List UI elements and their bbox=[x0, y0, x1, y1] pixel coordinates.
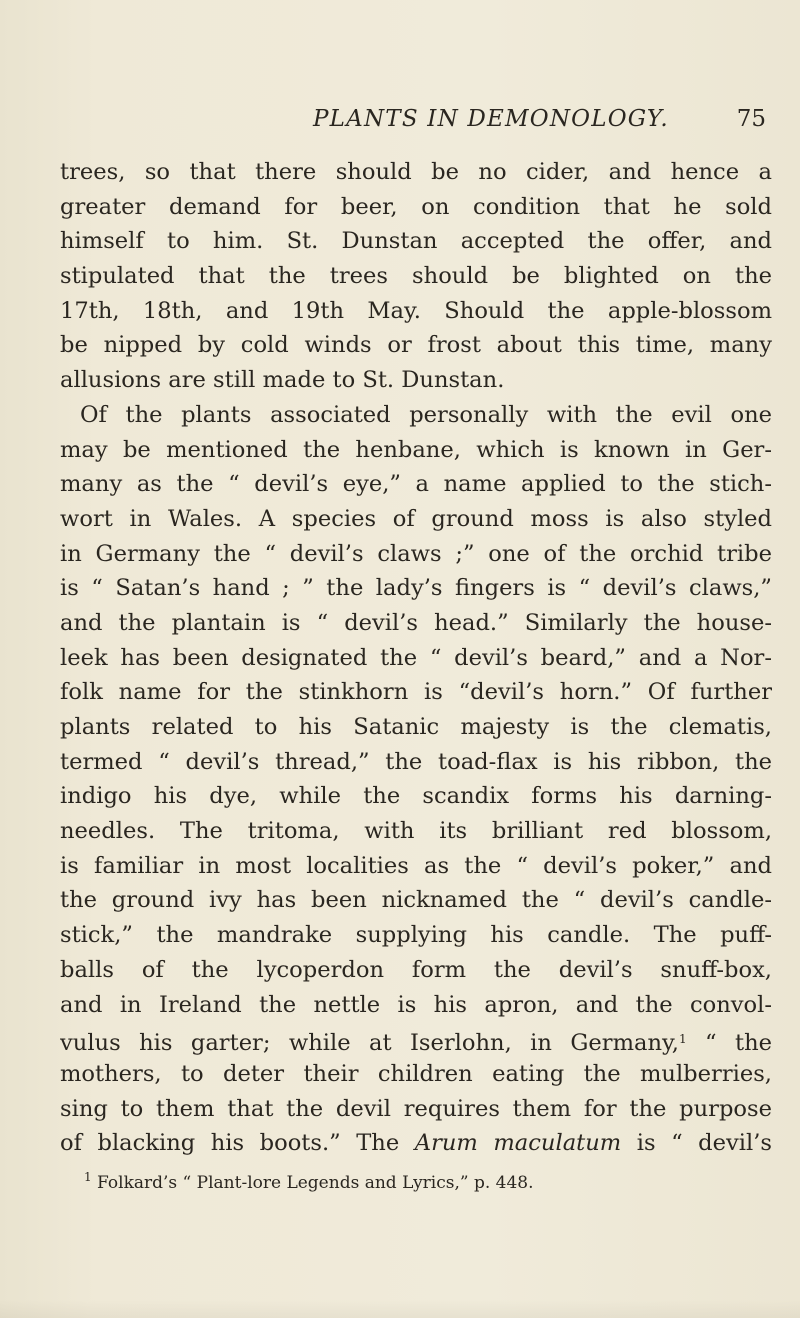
text-line: may be mentioned the henbane, which is known in Ger- bbox=[60, 436, 772, 463]
line-text: of blacking his boots.” The bbox=[60, 1130, 400, 1157]
line-text: is “ devil’s bbox=[621, 1130, 772, 1157]
text-line: trees, so that there should be no cider, and hence a bbox=[60, 159, 772, 185]
footnote-ref: 1 bbox=[678, 1032, 687, 1047]
text-line: allusions are still made to St. Dunstan. bbox=[60, 367, 505, 394]
text-line: and the plantain is “ devil’s head.” Similarly the house- bbox=[60, 609, 772, 636]
footnote-text: Folkard’s “ Plant-lore Legends and Lyrics,” p. 448. bbox=[97, 1173, 534, 1193]
text-line: the ground ivy has been nicknamed the “ devil’s candle- bbox=[60, 887, 772, 914]
running-title: PLANTS IN DEMONOLOGY. bbox=[313, 106, 669, 132]
text-line: be nipped by cold winds or frost about this time, many bbox=[60, 332, 772, 359]
text-line: stipulated that the trees should be blighted on the bbox=[60, 263, 772, 290]
text-line: is “ Satan’s hand ; ” the lady’s fingers is “ devil’s claws,” bbox=[60, 575, 772, 602]
page-bottom-edge bbox=[0, 1300, 800, 1318]
line-text: “ the bbox=[686, 1030, 772, 1057]
paragraph-start-line: Of the plants associated personally with the evil one bbox=[80, 401, 772, 428]
text-line: and in Ireland the nettle is his apron, and the convol- bbox=[60, 991, 772, 1018]
text-line: plants related to his Satanic majesty is the clematis, bbox=[60, 714, 772, 740]
text-line: in Germany the “ devil’s claws ;” one of the orchid tribe bbox=[60, 540, 772, 567]
italic-term: Arum maculatum bbox=[414, 1130, 622, 1157]
text-line: sing to them that the devil requires them for the purpose bbox=[60, 1095, 772, 1122]
footnote bbox=[84, 1167, 704, 1193]
text-line: is familiar in most localities as the “ devil’s poker,” and bbox=[60, 852, 772, 879]
text-line: wort in Wales. A species of ground moss is also styled bbox=[60, 505, 772, 532]
text-line-with-italic bbox=[60, 1126, 772, 1161]
text-line: 17th, 18th, and 19th May. Should the apple-blossom bbox=[60, 297, 772, 324]
page-header bbox=[60, 106, 772, 142]
text-line: balls of the lycoperdon form the devil’s snuff-box, bbox=[60, 956, 772, 983]
footnote-marker: 1 bbox=[84, 1170, 92, 1184]
text-line: needles. The tritoma, with its brilliant red blossom, bbox=[60, 818, 772, 845]
text-line: himself to him. St. Dunstan accepted the offer, and bbox=[60, 228, 772, 255]
text-line: stick,” the mandrake supplying his candle. The puff- bbox=[60, 922, 772, 949]
line-text: vulus his garter; while at Iserlohn, in Germany, bbox=[60, 1030, 679, 1057]
text-line: indigo his dye, while the scandix forms his darning- bbox=[60, 783, 772, 810]
text-line: mothers, to deter their children eating the mulberries, bbox=[60, 1060, 772, 1087]
text-line: many as the “ devil’s eye,” a name applied to the stich- bbox=[60, 471, 772, 498]
body-text bbox=[60, 155, 772, 1161]
text-line: greater demand for beer, on condition that he sold bbox=[60, 193, 772, 220]
text-line-with-footnote-ref bbox=[60, 1022, 772, 1057]
text-line: leek has been designated the “ devil’s beard,” and a Nor- bbox=[60, 644, 772, 671]
page-number: 75 bbox=[736, 106, 766, 132]
text-line: folk name for the stinkhorn is “devil’s horn.” Of further bbox=[60, 679, 772, 706]
text-line: termed “ devil’s thread,” the toad-flax is his ribbon, the bbox=[60, 748, 772, 775]
